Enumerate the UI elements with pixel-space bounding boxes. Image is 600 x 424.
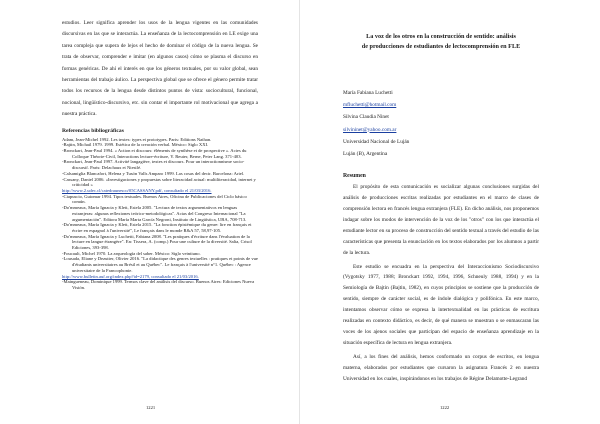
references-list bbox=[62, 137, 258, 291]
reference-entry: Adam, Jean-Michel 1992. Les textes: types et prototypes. Paris: Editions Nathan. bbox=[62, 136, 212, 142]
reference-entry: -Foucault, Michel 1970. La arqueología del saber. México: Siglo veintiuno. bbox=[62, 250, 201, 256]
abstract-paragraph: El propósito de esta comunicación es socializar algunas conclusiones surgidas del análisis de producciones escritas realizadas por estudiantes en el marco de clases de comprensión lectora en francés lengua extranjera (FLE). En dicho análisis, nos proponemos indagar sobre los modos de intervención de la voz de los "otros" con los que interactúa el estudiante lector en su proceso de construcción del sentido textual a través del estudio de las características que presenta la enunciación en los textos elaborados por los alumnos a partir de la lectura. bbox=[343, 184, 539, 256]
reference-entry: -Lousada, Eliane y Dezutter, Olivier 2016. "La didactique des genres textuelles : pratiques et points de vue d'étudiants universitaires au Brésil et au Québec". Le français à l'université n°1. Québec : Agence universitaire de la Francophonie. bbox=[62, 256, 258, 273]
author-info-line: María Fabiana Luchetti bbox=[343, 90, 393, 96]
abstract-body bbox=[343, 182, 539, 384]
reference-entry: -Calsamiglia Blancafort, Helena y Tusón Valls Amparo 1999. Las cosas del decir. Barcelona: Ariel. bbox=[62, 170, 245, 176]
abstract-paragraph: Así, a los fines del análisis, hemos conformado un corpus de escritos, en lengua materna, elaborados por estudiantes que cursaron la asignatura Francés 2 en nuestra Universidad en los cuales, inspirándonos en los trabajos de Régine Delamotte-Legrand bbox=[343, 353, 539, 382]
reference-entry: -Bronckart, Jean-Paul 1997. Activité langagière, textes et discours. Pour un interactionnisme socio-discursif. Paris: Delachaux et Niestlé. bbox=[62, 159, 245, 171]
abstract-heading: Resumen bbox=[343, 173, 366, 180]
right-page bbox=[300, 0, 600, 424]
article-title bbox=[343, 32, 539, 51]
reference-entry: -Do'mmeaux, María Ignacia y Klett, Estela 2005. "Lectura de textos argumentativos en lenguas extranjeras: algunas reflexiones teórico-metodológicas". Actas del Congreso Internacional "La argumentación". Editora María Marta García Negroni, Instituto de Lingüística, UBA, 708-713. bbox=[62, 205, 247, 222]
reference-link[interactable]: http://www.2.udec.cl/catedraunesco/05CASSANY.pdf, consultado el 21/03/2016. bbox=[62, 187, 212, 193]
author-info-line: Luján (B), Argentina bbox=[343, 151, 388, 158]
reference-entry: -Bajtin, Michail 1979. 1999. Estética de la creación verbal. México: Siglo XXI. bbox=[62, 142, 209, 148]
reference-link[interactable]: http://www.bulletin.auf.org/index.php?id=2179, consultado el 21/03/2016. bbox=[62, 273, 199, 279]
body-paragraph: estudios. Leer significa aprender los usos de la lengua vigentes en las comunidades discursivas en las que se interactúa. La enseñanza de la lectocomprensión en LE exige una tarea compleja que supera de lejos el hecho de dominar el código de la nueva lengua. Se trata de observar, comprender e imitar (en algunos casos) cómo se plasma el discurso en formas genéricas. De ahí el interés en que los géneros textuales, por su valor global, sean herramientas del trabajo áulico. La perspectiva global que se ofrece el género permite tratar todos los recursos de la lengua desde distintos puntos de vista: sociocultural, funcional, nocional, lingüístico-discursivo, etc. sin contar el importante rol motivacional que agrega a nuestra práctica. bbox=[62, 20, 258, 118]
author-block bbox=[343, 87, 539, 160]
right-page-body bbox=[343, 18, 539, 385]
page-number: 1222 bbox=[440, 405, 450, 410]
abstract-paragraph: Este estudio se encuadra en la perspectiva del Interaccionismo Sociodiscursivo (Vygotsky 1977, 1988; Bronckart 1992, 1994, 1996, Schneuly 1988, 1994) y en la Semiología de Bajtin (Bajtin, 1982), en cuyos principios se sostiene que la producción de sentido, siempre de carácter social, es de índole dialógica y polifónica. En este marco, intentamos observar cómo se expresa la intertextualidad en las prácticas de escritura realizadas en contexto didáctico, es decir, de qué manera se muestran o se enmascaran las voces de los ajenos sociales que participan del espacio de enseñanza aprendizaje en la situación específica de lectura en lengua extranjera. bbox=[343, 263, 539, 346]
article-title-line: La voz de los otros en la construcción de sentido: análisis bbox=[366, 33, 516, 40]
reference-entry: -Ciapuscio, Guiomar 1994. Tipos textuales. Buenos Aires, Oficina de Publicaciones del Ciclo básico común. bbox=[62, 193, 247, 205]
article-title-line: de producciones de estudiantes de lectocomprensión en FLE bbox=[361, 42, 521, 50]
reference-entry: -Do'mmeaux, María Ignacia y Luchetti, Fabiana 2008. "Les pratiques d'écriture dans l'évaluation de la lecture en langue étrangère". En: Tissera, A. (comp.) Pour une culture de la diversité. Salta, Crisol Ediciones, 393-398. bbox=[62, 233, 252, 251]
reference-entry: -Maingueneau, Dominique 1999. Termos clave del análisis del discurso. Buenos Aires: Ediciones Nueva Visión. bbox=[62, 279, 255, 290]
left-page-body bbox=[62, 18, 258, 291]
page-number: 1221 bbox=[146, 405, 156, 410]
author-info-line: Universidad Nacional de Luján bbox=[343, 138, 410, 145]
reference-entry: -Bronckart, Jean-Paul 1994. « Action et discours: éléments de synthèse et de prospective ». Actes du Colloque Théorie-Civil, Interactions lecture-écriture, Y. Reuter, Berne, Peter Lang. 371-403. bbox=[62, 148, 247, 159]
references-heading: Referencias bibliográficas bbox=[62, 127, 124, 134]
author-info-line: Silvina Claudia Ninet bbox=[343, 114, 389, 121]
reference-entry: -Do'mmeaux, María Ignacia y Klett, Estela 2015. "La fonction épistémique du genre: lire en français et écrire en espagnol à l'université", Le français dans le monde R&A 57, 58,97-105. bbox=[62, 222, 252, 233]
author-email-link[interactable]: mfluchetti@hotmail.com bbox=[343, 102, 397, 109]
author-email-link[interactable]: silvininet@yahoo.com.ar bbox=[343, 126, 397, 133]
reference-entry: -Cassany, Daniel 2006. «Investigaciones y propuestas sobre literacidad actual: multiliteracidad, internet y criticidad » bbox=[62, 176, 256, 188]
